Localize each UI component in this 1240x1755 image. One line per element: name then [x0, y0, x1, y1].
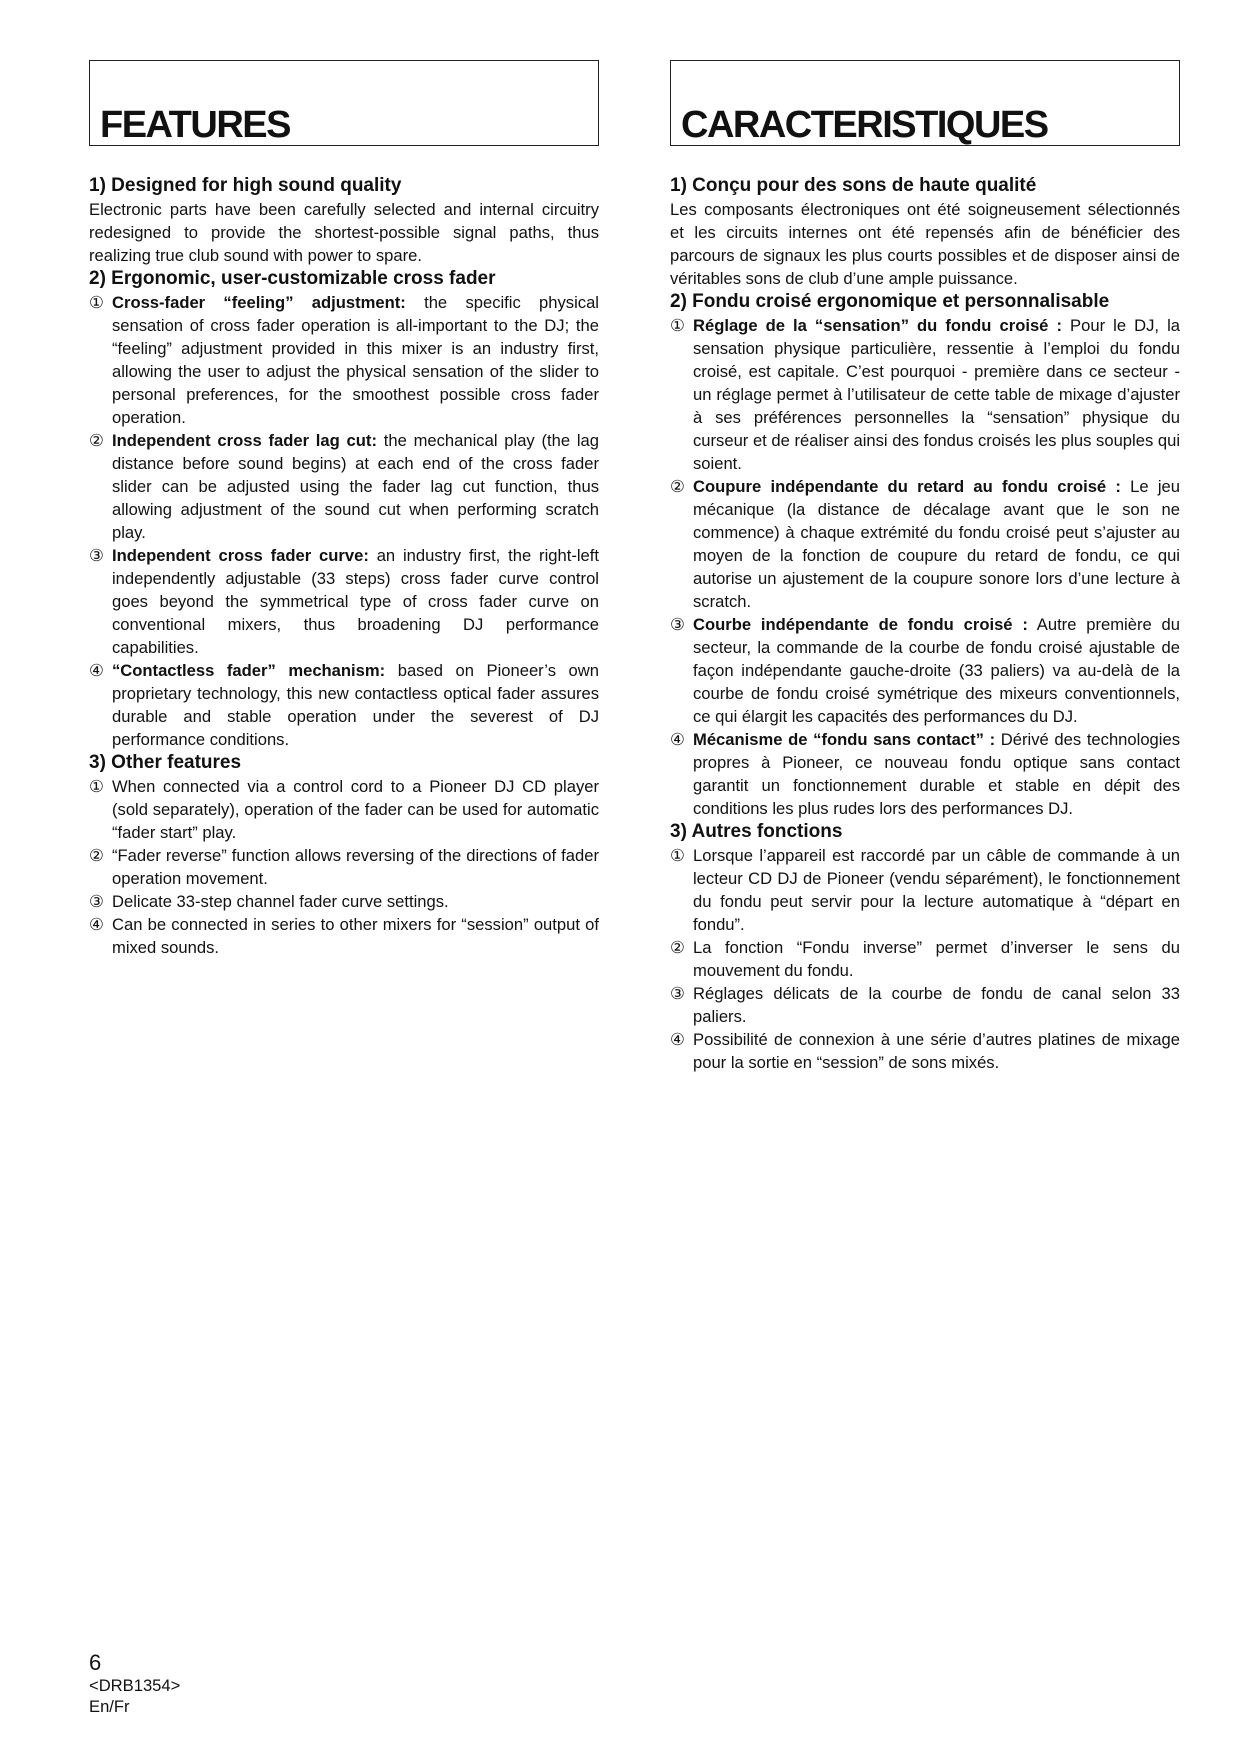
list-item: [89, 544, 599, 659]
features-body: [89, 174, 599, 959]
list-item: [670, 982, 1180, 1028]
item-number: ②: [670, 477, 685, 496]
item-text: the specific physical sensation of cross fader operation is all-important to the DJ; the “feeling” adjustment provided in this mixer is an industry first, allowing the user to adjust the physical sensation of the slider to personal preferences, for the smoothest possible cross fader operation.: [112, 293, 599, 427]
list-item: [89, 844, 599, 890]
item-title: Independent cross fader lag cut:: [112, 431, 377, 450]
item-number: ④: [89, 915, 104, 934]
item-title: Mécanisme de “fondu sans contact” :: [693, 730, 996, 749]
list-item: [89, 890, 599, 913]
list-item: [89, 659, 599, 751]
list-item: [670, 314, 1180, 475]
item-title: “Contactless fader” mechanism:: [112, 661, 386, 680]
section-heading: 2) Ergonomic, user-customizable cross fader: [89, 268, 496, 289]
item-number: ④: [670, 1030, 685, 1049]
item-number: ①: [89, 293, 104, 312]
language-codes: En/Fr: [89, 1697, 130, 1716]
page-number: 6: [89, 1650, 102, 1675]
item-text: Lorsque l’appareil est raccordé par un câble de commande à un lecteur CD DJ de Pioneer (vendu séparément), le fonctionnement du fondu peut servir pour la lecture automatique à “départ en fondu”.: [693, 846, 1180, 934]
item-text: Delicate 33-step channel fader curve settings.: [112, 892, 449, 911]
features-column-english: [89, 60, 599, 959]
item-text: Le jeu mécanique (la distance de décalage avant que le son ne commence) à chaque extrémité du fondu croisé peut s’ajuster au moyen de la fonction de coupure du retard de fondu, ce qui autorise un ajustement de la coupure sonore lors d’une lecture à scratch.: [693, 477, 1181, 611]
item-title: Coupure indépendante du retard au fondu croisé :: [693, 477, 1121, 496]
item-title: Courbe indépendante de fondu croisé :: [693, 615, 1028, 634]
item-number: ①: [670, 316, 685, 335]
item-number: ③: [670, 615, 685, 634]
item-title: Independent cross fader curve:: [112, 546, 369, 565]
section-heading: 3) Autres fonctions: [670, 821, 843, 842]
section-text: Les composants électroniques ont été soigneusement sélectionnés et les circuits internes ont été repensés afin de bénéficier des parcours de signaux les plus courts possibles et de disposer ainsi de véritables sons de club d’une ample puissance.: [670, 200, 1180, 288]
item-text: the mechanical play (the lag distance before sound begins) at each end of the cross fader slider can be adjusted using the fader lag cut function, thus allowing adjustment of the sound cut when performing scratch play.: [112, 431, 599, 542]
item-text: Réglages délicats de la courbe de fondu de canal selon 33 paliers.: [693, 984, 1180, 1026]
list-item: [89, 429, 599, 544]
list-item: [89, 913, 599, 959]
item-number: ④: [670, 730, 685, 749]
features-column-french: [670, 60, 1180, 1074]
list-item: [670, 613, 1180, 728]
page-footer: [89, 1650, 180, 1717]
features-body: [670, 174, 1180, 1074]
item-number: ①: [670, 846, 685, 865]
item-number: ③: [89, 546, 104, 565]
item-text: Possibilité de connexion à une série d’autres platines de mixage pour la sortie en “session” de sons mixés.: [693, 1030, 1180, 1072]
item-number: ①: [89, 777, 104, 796]
list-item: [670, 936, 1180, 982]
list-item: [670, 728, 1180, 820]
item-number: ④: [89, 661, 104, 680]
item-text: Dérivé des technologies propres à Pioneer, ce nouveau fondu optique sans contact garantit un fonctionnement durable et stable en dépit des conditions les plus rudes lors des performances DJ.: [693, 730, 1180, 818]
list-item: [670, 475, 1180, 613]
list-item: [89, 291, 599, 429]
item-text: an industry first, the right-left independently adjustable (33 steps) cross fader curve control goes beyond the symmetrical type of cross fader curve on conventional mixers, thus broadening DJ performance capabilities.: [112, 546, 599, 657]
item-title: Cross-fader “feeling” adjustment:: [112, 293, 406, 312]
section-heading: 1) Conçu pour des sons de haute qualité: [670, 175, 1037, 196]
item-text: Can be connected in series to other mixers for “session” output of mixed sounds.: [112, 915, 599, 957]
list-item: [89, 775, 599, 844]
section-text: Electronic parts have been carefully selected and internal circuitry redesigned to provide the shortest-possible signal paths, thus realizing true club sound with power to spare.: [89, 200, 599, 265]
title-box: [670, 60, 1180, 146]
item-number: ③: [89, 892, 104, 911]
section-heading: 3) Other features: [89, 752, 242, 773]
item-number: ②: [89, 846, 104, 865]
title-box: [89, 60, 599, 146]
document-code: <DRB1354>: [89, 1676, 181, 1695]
page-title: FEATURES: [100, 104, 290, 146]
item-text: Pour le DJ, la sensation physique particulière, ressentie à l’emploi du fondu croisé, est capitale. C’est pourquoi - première dans ce secteur - un réglage permet à l’utilisateur de cette table de mixage d’ajuster à ses préférences personnelles la “sensation” physique du curseur et de réaliser ainsi des fondus croisés les plus souples qui soient.: [693, 316, 1181, 473]
item-text: Autre première du secteur, la commande de la courbe de fondu croisé ajustable de façon indépendante gauche-droite (33 paliers) va au-delà de la courbe de fondu croisé symétrique des mixeurs conventionnels, ce qui élargit les capacités des performances du DJ.: [693, 615, 1180, 726]
list-item: [670, 844, 1180, 936]
section-heading: 2) Fondu croisé ergonomique et personnalisable: [670, 291, 1110, 312]
item-title: Réglage de la “sensation” du fondu croisé :: [693, 316, 1062, 335]
item-number: ②: [670, 938, 685, 957]
page-title: CARACTERISTIQUES: [681, 104, 1048, 146]
list-item: [670, 1028, 1180, 1074]
item-text: La fonction “Fondu inverse” permet d’inverser le sens du mouvement du fondu.: [693, 938, 1180, 980]
item-number: ②: [89, 431, 104, 450]
item-text: When connected via a control cord to a Pioneer DJ CD player (sold separately), operation of the fader can be used for automatic “fader start” play.: [112, 777, 599, 842]
section-heading: 1) Designed for high sound quality: [89, 175, 402, 196]
item-text: “Fader reverse” function allows reversing of the directions of fader operation movement.: [112, 846, 599, 888]
item-text: based on Pioneer’s own proprietary technology, this new contactless optical fader assures durable and stable operation under the severest of DJ performance conditions.: [112, 661, 599, 749]
item-number: ③: [670, 984, 685, 1003]
